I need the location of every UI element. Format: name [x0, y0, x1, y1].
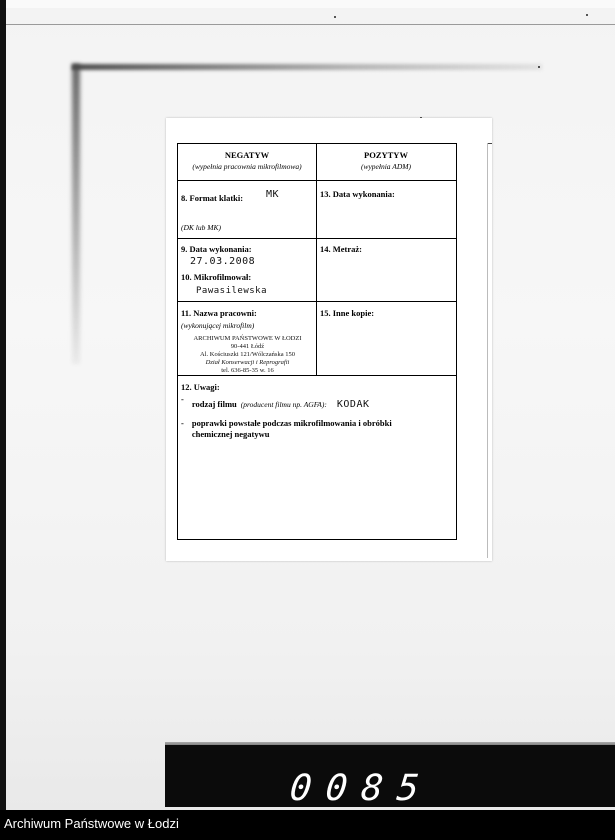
- format-klatki-label: 8. Format klatki:: [181, 193, 244, 203]
- frame-number: 0085: [287, 768, 435, 809]
- field-inne-kopie: [317, 302, 455, 375]
- stamp-line-department: Dział Konserwacji i Reprografii: [205, 359, 290, 366]
- format-klatki-value: MK: [266, 189, 280, 200]
- mikrofilmowal-label: 10. Mikrofilmował:: [181, 272, 252, 282]
- inne-kopie-label: 15. Inne kopie:: [320, 308, 375, 318]
- card-side-tick: [488, 143, 492, 144]
- negatyw-subtitle: (wypełnia pracownia mikrofilmowa): [192, 162, 302, 171]
- field-format-klatki: [178, 181, 317, 238]
- film-top-edge: [0, 0, 615, 8]
- negatyw-header: [178, 144, 317, 180]
- field-metraz: [317, 239, 455, 301]
- shadow-smudge-horizontal: [72, 64, 542, 70]
- data-wykonania-label: 9. Data wykonania:: [181, 244, 252, 254]
- pozytyw-subtitle: (wypełnia ADM): [360, 162, 412, 171]
- film-rule-line: [6, 24, 615, 25]
- data-wykonania-pozytyw-label: 13. Data wykonania:: [320, 189, 395, 199]
- nazwa-pracowni-label: 11. Nazwa pracowni:: [181, 308, 257, 318]
- dust-speck: [334, 16, 336, 18]
- bullet-dash: -: [181, 394, 184, 404]
- shadow-smudge-vertical: [72, 64, 80, 364]
- mikrofilmowal-value: Pawasilewska: [196, 286, 268, 296]
- rodzaj-filmu-label: rodzaj filmu: [191, 399, 237, 409]
- stamp-line-name: ARCHIWUM PAŃSTWOWE W ŁODZI: [193, 335, 302, 342]
- archive-stamp: [178, 335, 317, 375]
- film-left-edge: [0, 0, 6, 810]
- format-klatki-hint: (DK lub MK): [181, 223, 221, 232]
- field-data-mikrofilmowal: [178, 239, 317, 301]
- microfilm-form-table: [177, 143, 457, 540]
- bullet-dash: -: [181, 418, 184, 428]
- field-nazwa-pracowni: [178, 302, 317, 375]
- uwagi-item-poprawki: [181, 418, 431, 440]
- card-side-line: [487, 143, 488, 558]
- dust-speck: [586, 14, 588, 16]
- poprawki-text: poprawki powstałe podczas mikrofilmowania i obróbki chemicznej negatywu: [191, 418, 392, 439]
- stamp-line-phone: tel. 636-85-35 w. 16: [221, 367, 274, 374]
- rodzaj-filmu-hint: (producent filmu np. AGFA):: [240, 400, 327, 409]
- field-uwagi: [178, 376, 454, 539]
- uwagi-item-film: [181, 394, 370, 412]
- nazwa-pracowni-hint: (wykonującej mikrofilm): [181, 321, 255, 330]
- dust-speck: [538, 66, 540, 68]
- rodzaj-filmu-value: KODAK: [336, 399, 370, 410]
- metraz-label: 14. Metraż:: [320, 244, 363, 254]
- negatyw-title: NEGATYW: [224, 150, 270, 160]
- field-data-wykonania-pozytyw: [317, 181, 455, 238]
- pozytyw-title: POZYTYW: [364, 150, 408, 160]
- pozytyw-header: [317, 144, 455, 180]
- stamp-line-address: Al. Kościuszki 121/Wólczańska 150: [200, 351, 295, 358]
- data-wykonania-value: 27.03.2008: [190, 256, 256, 267]
- uwagi-label: 12. Uwagi:: [181, 382, 220, 392]
- archive-footer-label: Archiwum Państwowe w Łodzi: [4, 816, 179, 831]
- stamp-line-postcode: 90-441 Łódź: [230, 343, 265, 350]
